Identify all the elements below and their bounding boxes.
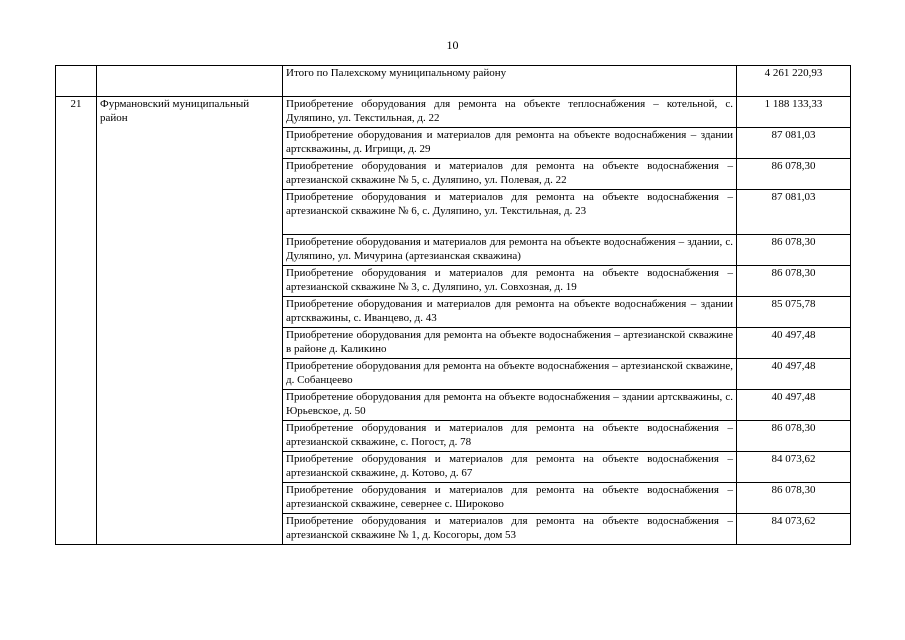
total-district-cell (97, 66, 283, 97)
table-row (56, 97, 851, 128)
item-description: Приобретение оборудования и материалов для ремонта на объекте водоснабжения – здании, с. Дуляпино, ул. Мичурина (артезианская скважина) (283, 235, 737, 266)
item-description: Приобретение оборудования для ремонта на объекте водоснабжения – здании артскважины, с. Юрьевское, д. 50 (283, 390, 737, 421)
item-amount: 86 078,30 (737, 483, 851, 514)
item-amount: 86 078,30 (737, 235, 851, 266)
item-amount: 86 078,30 (737, 266, 851, 297)
item-description: Приобретение оборудования для ремонта на объекте водоснабжения – артезианской скважине в районе д. Каликино (283, 328, 737, 359)
item-description: Приобретение оборудования и материалов для ремонта на объекте водоснабжения – здании артскважины, с. Иванцево, д. 43 (283, 297, 737, 328)
item-amount: 87 081,03 (737, 128, 851, 159)
item-description: Приобретение оборудования и материалов для ремонта на объекте водоснабжения – артезианской скважине № 1, д. Косогоры, дом 53 (283, 514, 737, 545)
total-label: Итого по Палехскому муниципальному району (283, 66, 737, 97)
budget-table (55, 65, 851, 545)
item-description: Приобретение оборудования и материалов для ремонта на объекте водоснабжения – артезианской скважине, с. Погост, д. 78 (283, 421, 737, 452)
item-description: Приобретение оборудования для ремонта на объекте теплоснабжения – котельной, с. Дуляпино, ул. Текстильная, д. 22 (283, 97, 737, 128)
page-number: 10 (446, 38, 459, 52)
item-description: Приобретение оборудования и материалов для ремонта на объекте водоснабжения – артезианской скважине, севернее с. Широково (283, 483, 737, 514)
item-amount: 40 497,48 (737, 328, 851, 359)
item-amount: 87 081,03 (737, 190, 851, 235)
item-description: Приобретение оборудования и материалов для ремонта на объекте водоснабжения – артезианской скважине № 5, с. Дуляпино, ул. Полевая, д. 22 (283, 159, 737, 190)
total-amount: 4 261 220,93 (737, 66, 851, 97)
item-amount: 84 073,62 (737, 452, 851, 483)
section-number: 21 (56, 97, 97, 545)
item-description: Приобретение оборудования и материалов для ремонта на объекте водоснабжения – здании артскважины, д. Игрищи, д. 29 (283, 128, 737, 159)
item-amount: 86 078,30 (737, 421, 851, 452)
total-num-cell (56, 66, 97, 97)
item-description: Приобретение оборудования для ремонта на объекте водоснабжения – артезианской скважине, д. Собанцеево (283, 359, 737, 390)
item-amount: 86 078,30 (737, 159, 851, 190)
total-row (56, 66, 851, 97)
item-amount: 40 497,48 (737, 390, 851, 421)
item-amount: 85 075,78 (737, 297, 851, 328)
item-amount: 84 073,62 (737, 514, 851, 545)
item-description: Приобретение оборудования и материалов для ремонта на объекте водоснабжения – артезианской скважине № 6, с. Дуляпино, ул. Текстильная, д. 23 (283, 190, 737, 235)
item-amount: 40 497,48 (737, 359, 851, 390)
item-amount: 1 188 133,33 (737, 97, 851, 128)
item-description: Приобретение оборудования и материалов для ремонта на объекте водоснабжения – артезианской скважине № 3, с. Дуляпино, ул. Совхозная, д. 19 (283, 266, 737, 297)
district-name: Фурмановский муниципальный район (97, 97, 283, 545)
item-description: Приобретение оборудования и материалов для ремонта на объекте водоснабжения – артезианской скважине, д. Котово, д. 67 (283, 452, 737, 483)
